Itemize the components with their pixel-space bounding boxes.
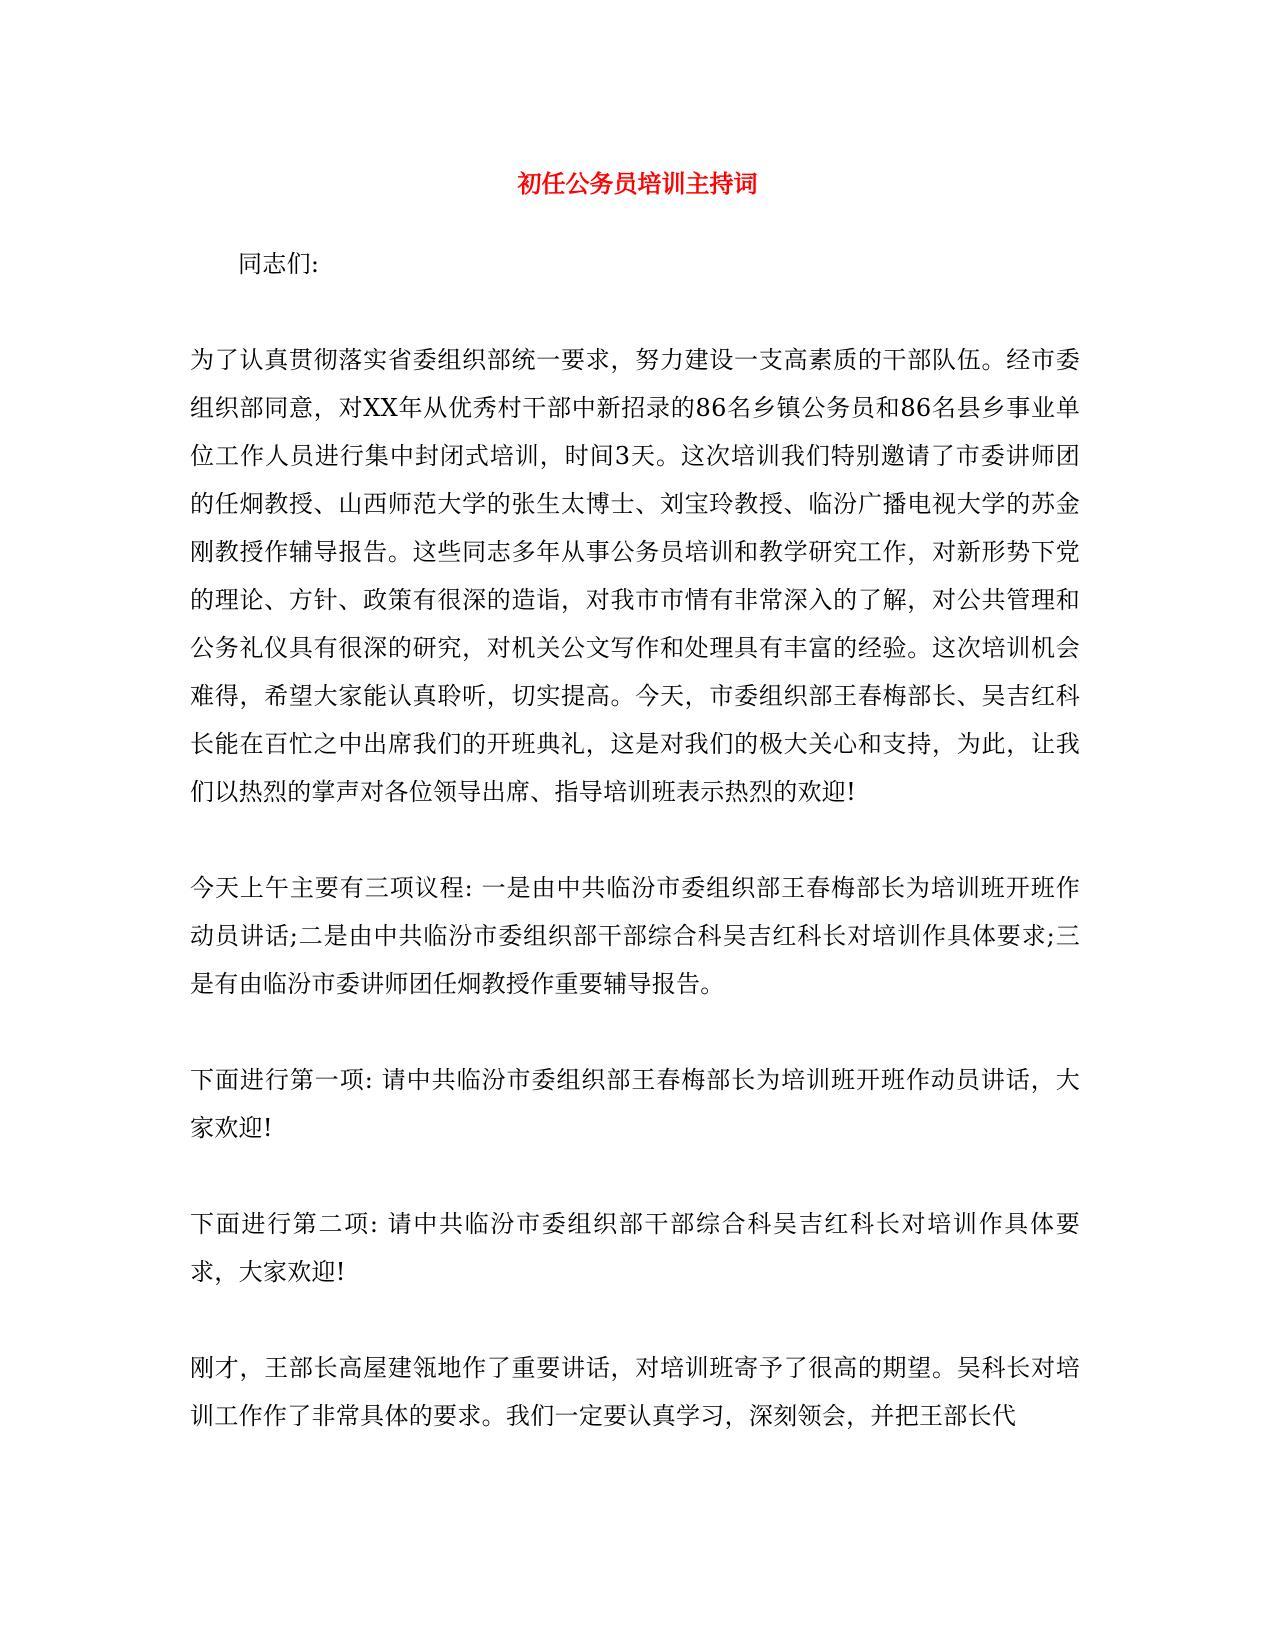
summary-paragraph: 刚才，王部长高屋建瓴地作了重要讲话，对培训班寄予了很高的期望。吴科长对培训工作作了非常具体的要求。我们一定要认真学习，深刻领会，并把王部长代	[190, 1354, 1080, 1430]
greeting-paragraph: 同志们:	[238, 250, 320, 278]
document-title: 初任公务员培训主持词	[517, 169, 758, 198]
first-item-paragraph: 下面进行第一项: 请中共临汾市委组织部王春梅部长为培训班开班作动员讲话，大家欢迎!	[190, 1066, 1080, 1142]
agenda-paragraph: 今天上午主要有三项议程: 一是由中共临汾市委组织部王春梅部长为培训班开班作动员讲话;二是由中共临汾市委组织部干部综合科吴吉红科长对培训作具体要求;三是有由临汾市委讲师团任炯教授作重要辅导报告。	[190, 874, 1080, 998]
second-item-paragraph: 下面进行第二项: 请中共临汾市委组织部干部综合科吴吉红科长对培训作具体要求，大家欢迎!	[190, 1210, 1080, 1286]
intro-paragraph: 为了认真贯彻落实省委组织部统一要求，努力建设一支高素质的干部队伍。经市委组织部同意，对XX年从优秀村干部中新招录的86名乡镇公务员和86名县乡事业单位工作人员进行集中封闭式培训，时间3天。这次培训我们特别邀请了市委讲师团的任炯教授、山西师范大学的张生太博士、刘宝玲教授、临汾广播电视大学的苏金刚教授作辅导报告。这些同志多年从事公务员培训和教学研究工作，对新形势下党的理论、方针、政策有很深的造诣，对我市市情有非常深入的了解，对公共管理和公务礼仪具有很深的研究，对机关公文写作和处理具有丰富的经验。这次培训机会难得，希望大家能认真聆听，切实提高。今天，市委组织部王春梅部长、吴吉红科长能在百忙之中出席我们的开班典礼，这是对我们的极大关心和支持，为此，让我们以热烈的掌声对各位领导出席、指导培训班表示热烈的欢迎!	[190, 346, 1080, 806]
document-body	[190, 240, 1080, 1488]
